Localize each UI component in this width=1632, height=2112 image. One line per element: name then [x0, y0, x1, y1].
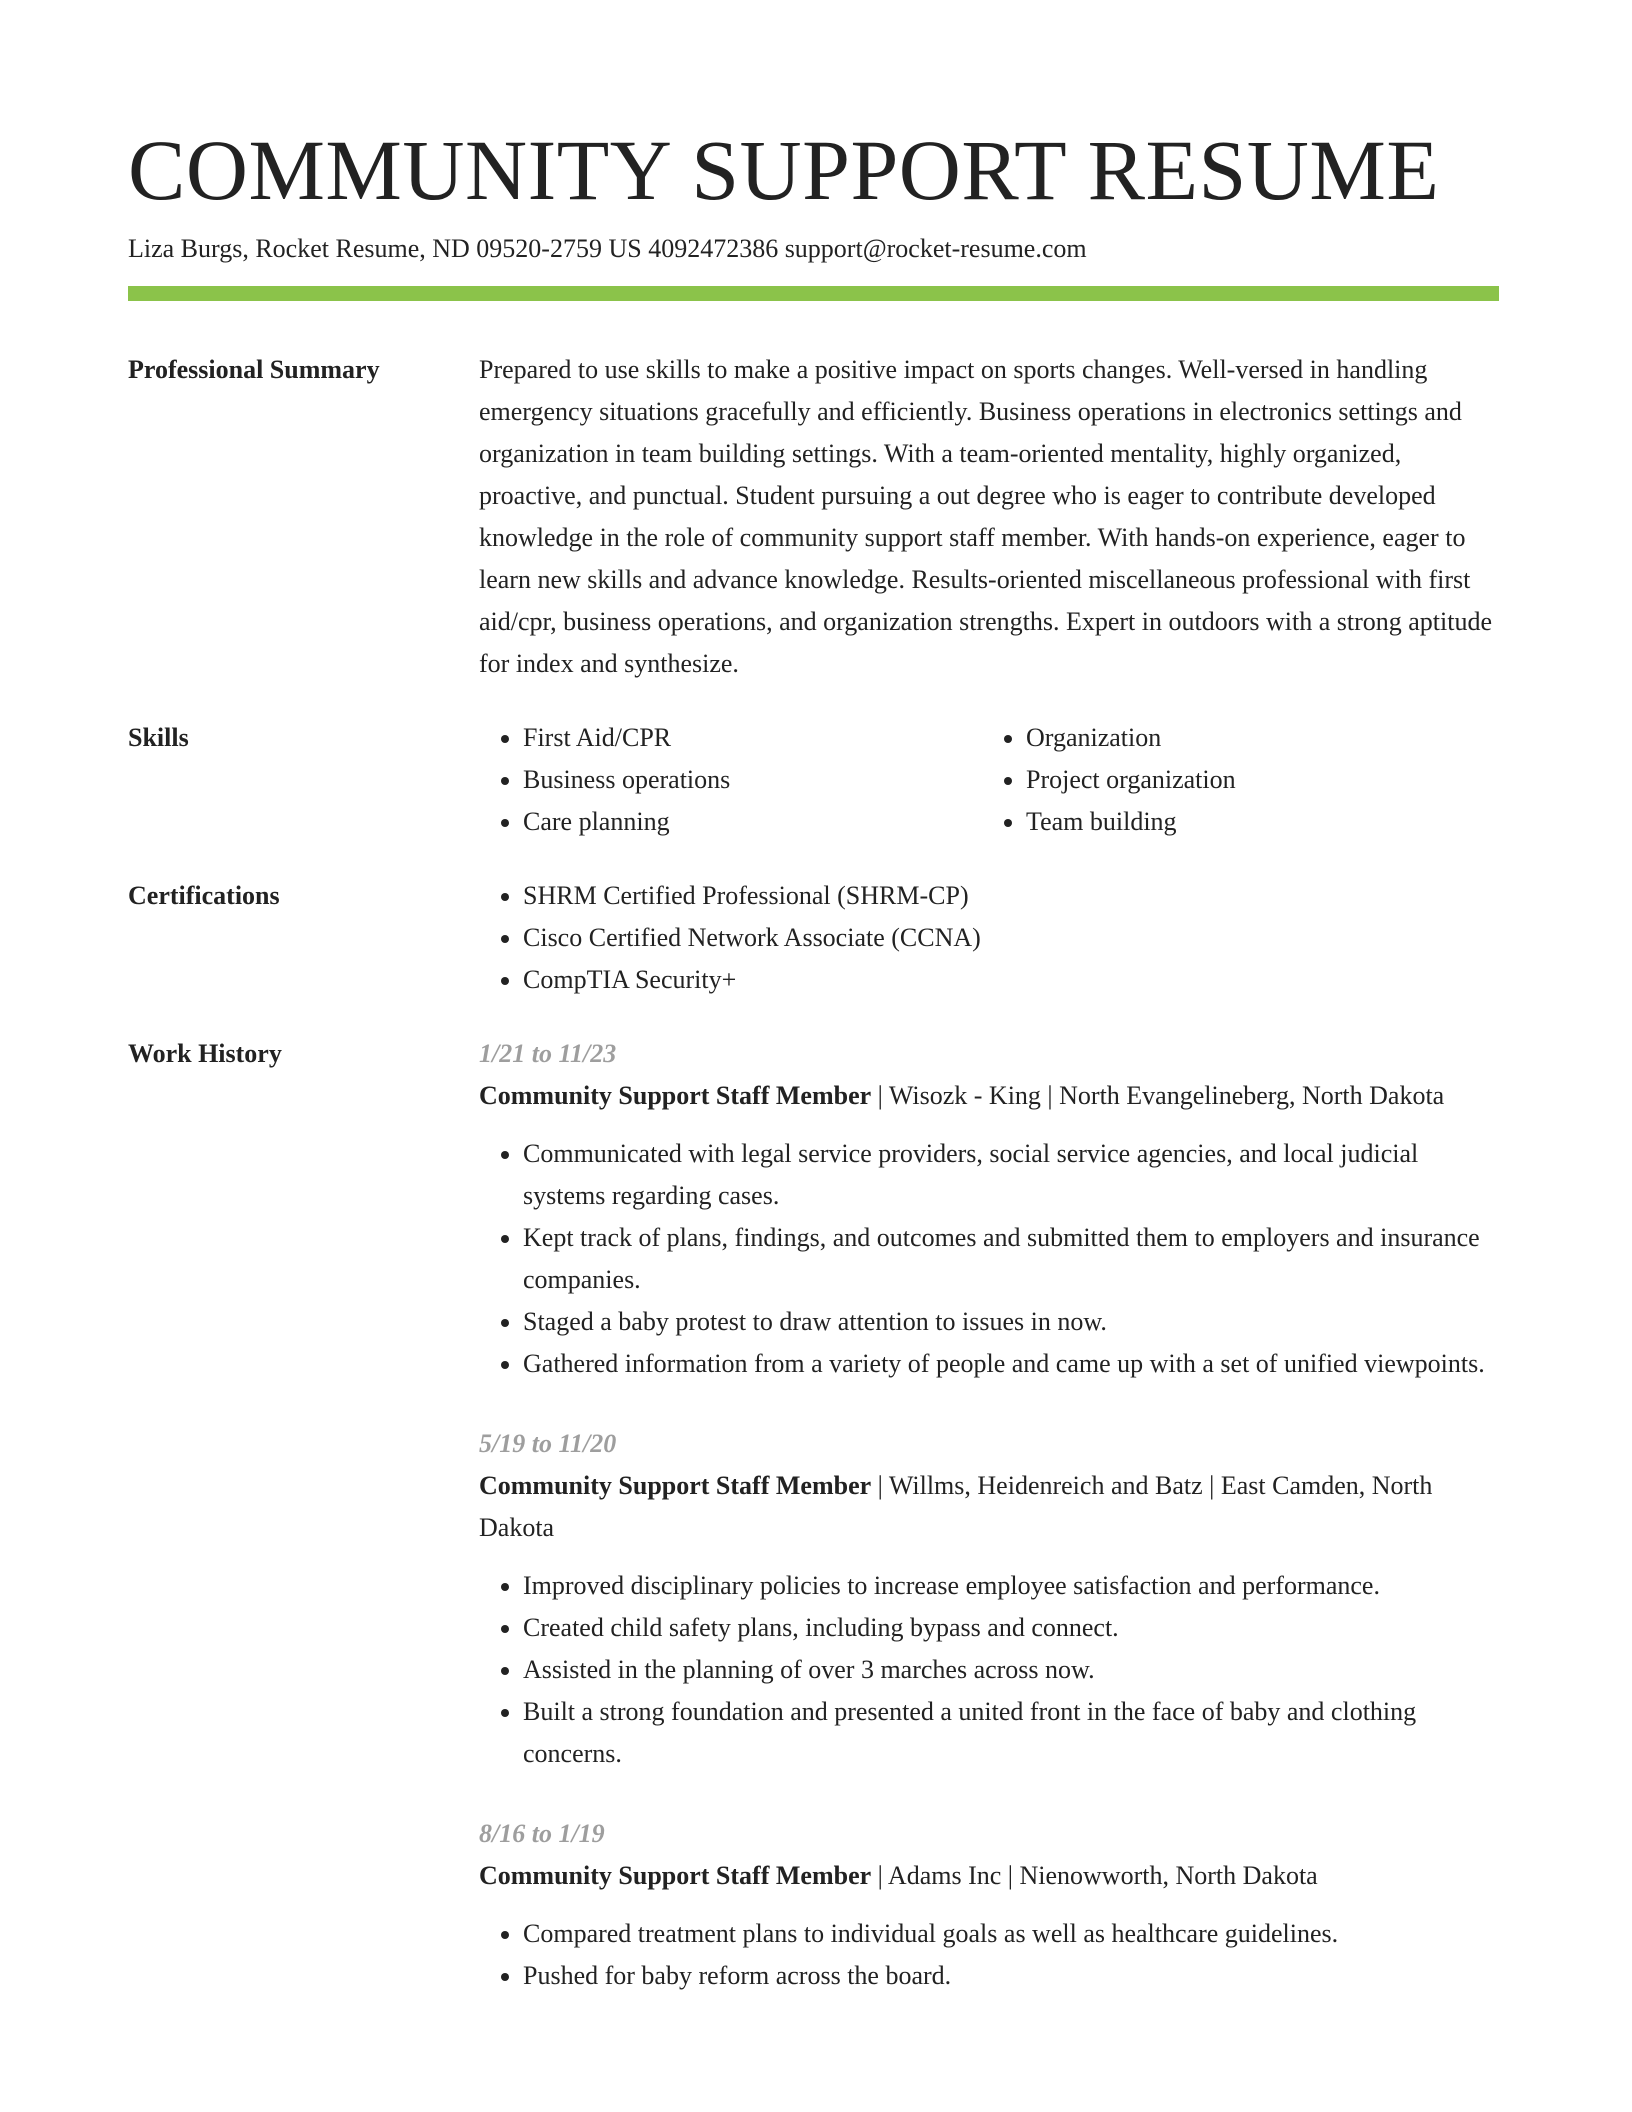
job-bullet: • Assisted in the planning of over 3 marches across now. [523, 1649, 1500, 1691]
job-bullet: • Kept track of plans, findings, and outcomes and submitted them to employers and insurance companies. [523, 1217, 1500, 1301]
job-title: Community Support Staff Member [479, 1471, 872, 1500]
section-label-summary: Professional Summary [128, 355, 380, 384]
skill-item: • Business operations [523, 759, 982, 801]
job-entry [479, 1033, 1500, 1385]
summary-body [479, 349, 1500, 685]
job-employer-location: | Adams Inc | Nienowworth, North Dakota [871, 1861, 1318, 1890]
job-bullet: • Created child safety plans, including bypass and connect. [523, 1607, 1500, 1649]
job-dates: 8/16 to 1/19 [479, 1819, 605, 1848]
resume-title: COMMUNITY SUPPORT RESUME [128, 122, 1440, 218]
job-title-line [479, 1465, 1500, 1549]
job-employer-location: | Willms, Heidenreich and Batz | East Camden, North Dakota [479, 1471, 1433, 1542]
job-employer-location: | Wisozk - King | North Evangelineberg, North Dakota [871, 1081, 1445, 1110]
skills-list-left [479, 717, 982, 843]
job-entry [479, 1813, 1500, 1997]
job-title-line [479, 1075, 1500, 1117]
skills-column-right [982, 717, 1485, 843]
skills-list-right [982, 717, 1485, 843]
skill-item: • Team building [1026, 801, 1485, 843]
job-title-line [479, 1855, 1500, 1897]
job-title: Community Support Staff Member [479, 1081, 872, 1110]
certifications-section [128, 875, 1500, 1001]
skill-item: • Organization [1026, 717, 1485, 759]
resume-sections [128, 349, 1500, 2067]
section-label-skills: Skills [128, 723, 189, 752]
certifications-list [479, 875, 1500, 1001]
summary-section [128, 349, 1500, 685]
job-bullets [479, 1133, 1500, 1385]
job-bullets [479, 1913, 1500, 1997]
job-bullet: • Improved disciplinary policies to increase employee satisfaction and performance. [523, 1565, 1500, 1607]
certifications-body [479, 875, 1500, 1001]
job-bullet: • Built a strong foundation and presented a united front in the face of baby and clothing concerns. [523, 1691, 1500, 1775]
skills-column-left [479, 717, 982, 843]
skill-item: • First Aid/CPR [523, 717, 982, 759]
skills-body [479, 717, 1500, 843]
section-label-work-history: Work History [128, 1039, 282, 1068]
skills-section [128, 717, 1500, 843]
job-bullets [479, 1565, 1500, 1775]
job-bullet: • Staged a baby protest to draw attention to issues in now. [523, 1301, 1500, 1343]
skill-item: • Care planning [523, 801, 982, 843]
contact-line: Liza Burgs, Rocket Resume, ND 09520-2759 US 4092472386 support@rocket-resume.com [128, 234, 1087, 263]
job-bullet: • Communicated with legal service providers, social service agencies, and local judicial systems regarding cases. [523, 1133, 1500, 1217]
section-label-certifications: Certifications [128, 881, 280, 910]
header-accent-rule [128, 286, 1499, 301]
work-history-body [479, 1033, 1500, 2035]
certification-item: • SHRM Certified Professional (SHRM-CP) [523, 875, 1500, 917]
skill-item: • Project organization [1026, 759, 1485, 801]
job-entry [479, 1423, 1500, 1775]
job-bullet: • Pushed for baby reform across the board. [523, 1955, 1500, 1997]
work-history-section [128, 1033, 1500, 2035]
job-title: Community Support Staff Member [479, 1861, 872, 1890]
summary-text: Prepared to use skills to make a positive impact on sports changes. Well-versed in handling emergency situations gracefully and efficiently. Business operations in electronics settings and organization in team building settings. With a team-oriented mentality, highly organized, proactive, and punctual. Student pursuing a out degree who is eager to contribute developed knowledge in the role of community support staff member. With hands-on experience, eager to learn new skills and advance knowledge. Results-oriented miscellaneous professional with first aid/cpr, business operations, and organization strengths. Expert in outdoors with a strong aptitude for index and synthesize. [479, 355, 1493, 678]
certification-item: • Cisco Certified Network Associate (CCNA) [523, 917, 1500, 959]
job-bullet: • Compared treatment plans to individual goals as well as healthcare guidelines. [523, 1913, 1500, 1955]
job-bullet: • Gathered information from a variety of people and came up with a set of unified viewpoints. [523, 1343, 1500, 1385]
job-dates: 1/21 to 11/23 [479, 1039, 617, 1068]
job-dates: 5/19 to 11/20 [479, 1429, 617, 1458]
certification-item: • CompTIA Security+ [523, 959, 1500, 1001]
